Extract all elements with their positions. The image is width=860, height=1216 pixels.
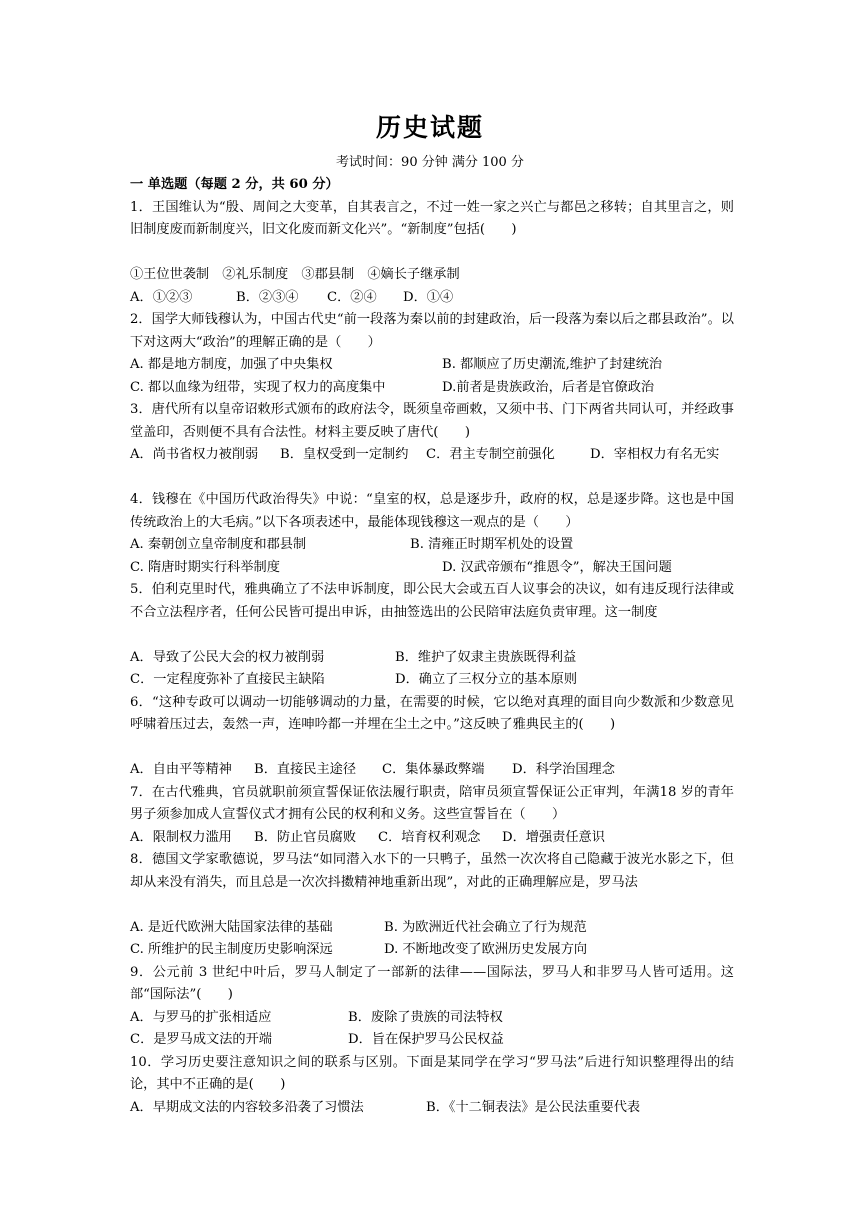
exam-info: 考试时间：90 分钟 满分 100 分 (336, 155, 524, 170)
question-5-options (130, 647, 734, 670)
question-6-stem: 6．“这种专政可以调动一切能够调动的力量，在需要的时候，它以绝对真理的面目向少数派和少数意见呼啸着压过去，轰然一声，连呻吟都一并埋在尘土之中。”这反映了雅典民主的( ) (130, 694, 734, 732)
option-c[interactable]: C．一定程度弥补了直接民主缺陷 (130, 672, 325, 687)
option-a[interactable]: A. 都是地方制度，加强了中央集权 (130, 357, 333, 372)
question-5-stem: 5．伯利克里时代，雅典确立了不法申诉制度，即公民大会或五百人议事会的决议，如有违反现行法律或不合立法程序者，任何公民皆可提出申诉，由抽签选出的公民陪审法庭负责审理。这一制度 (130, 582, 734, 620)
option-a[interactable]: A. 秦朝创立皇帝制度和郡县制 (130, 537, 307, 552)
option-a[interactable]: A．导致了公民大会的权力被削弱 (130, 649, 325, 665)
question-8-stem: 8．德国文学家歌德说，罗马法“如同潜入水下的一只鸭子，虽然一次次将自己隐藏于波光水影之下，但却从来没有消失，而且总是一次次抖擞精神地重新出现”，对此的正确理解应是，罗马法 (130, 852, 734, 890)
option-b[interactable]: B．废除了贵族的司法特权 (348, 1009, 503, 1025)
question-10-stem: 10．学习历史要注意知识之间的联系与区别。下面是某同学在学习“罗马法”后进行知识整理得出的结论，其中不正确的是( ) (130, 1054, 734, 1092)
question-list (130, 174, 734, 1119)
option-d[interactable]: D．旨在保护罗马公民权益 (348, 1032, 504, 1047)
option-b[interactable]: B．维护了奴隶主贵族既得利益 (395, 649, 577, 665)
option-b[interactable]: B．皇权受到一定制约 (280, 447, 409, 462)
question-4-options-row2 (130, 557, 734, 580)
question-9-stem: 9．公元前 3 世纪中叶后，罗马人制定了一部新的法律——国际法，罗马人和非罗马人皆可适用。这部“国际法”( ) (130, 964, 734, 1002)
question-10-options (130, 1097, 734, 1120)
question-9-options-row2 (130, 1029, 734, 1052)
option-d[interactable]: D．增强责任意识 (502, 829, 605, 845)
option-c[interactable]: C．②④ (327, 289, 377, 305)
question-2-stem: 2．国学大师钱穆认为，中国古代史“前一段落为秦以前的封建政治，后一段落为秦以后之郡县政治”。以下对这两大“政治”的理解正确的是（ ） (130, 312, 734, 350)
section-heading: 一 单选题（每题 2 分，共 60 分） (130, 177, 339, 192)
question-7-stem: 7．在古代雅典，官员就职前须宣誓保证依法履行职责，陪审员须宣誓保证公正审判，年满18 岁的青年男子须参加成人宣誓仪式才拥有公民的权利和义务。这些宣誓旨在（ ） (130, 784, 734, 822)
option-b[interactable]: B. 清雍正时期军机处的设置 (410, 537, 574, 552)
question-5-options-row2 (130, 669, 734, 692)
question-3-options (130, 444, 734, 489)
option-c[interactable]: C．集体暴政弊端 (382, 762, 485, 777)
option-a[interactable]: A．①②③ (130, 289, 193, 305)
option-c[interactable]: C. 都以血缘为纽带，实现了权力的高度集中 (130, 379, 386, 395)
option-d[interactable]: D.前者是贵族政治，后者是官僚政治 (442, 379, 655, 395)
question-4-options (130, 534, 734, 557)
option-c[interactable]: C．培育权利观念 (378, 829, 481, 845)
option-a[interactable]: A．与罗马的扩张相适应 (130, 1009, 272, 1025)
question-6-options (130, 759, 734, 782)
page-title: 历史试题 (375, 113, 484, 142)
option-b[interactable]: B．《十二铜表法》是公民法重要代表 (426, 1099, 641, 1115)
option-b[interactable]: B．防止官员腐败 (254, 829, 357, 845)
option-d[interactable]: D. 不断地改变了欧洲历史发展方向 (384, 942, 588, 957)
option-a[interactable]: A．限制权力滥用 (130, 829, 232, 845)
option-c[interactable]: C．君主专制空前强化 (426, 447, 555, 462)
option-d[interactable]: D．宰相权力有名无实 (590, 447, 720, 462)
option-b[interactable]: B. 为欧洲近代社会确立了行为规范 (384, 919, 587, 935)
option-d[interactable]: D．确立了三权分立的基本原则 (395, 672, 578, 687)
option-a[interactable]: A. 是近代欧洲大陆国家法律的基础 (130, 919, 333, 935)
question-1-extra: ①王位世袭制 ②礼乐制度 ③郡县制 ④嫡长子继承制 (130, 267, 460, 282)
question-1-options (130, 287, 734, 310)
option-c[interactable]: C. 所维护的民主制度历史影响深远 (130, 942, 333, 957)
option-d[interactable]: D．①④ (403, 289, 454, 305)
question-2-options (130, 354, 734, 377)
question-2-options-row2 (130, 377, 734, 400)
option-a[interactable]: A．自由平等精神 (130, 762, 232, 777)
option-d[interactable]: D. 汉武帝颁布“推恩令”，解决王国问题 (442, 559, 672, 575)
question-8-options-row2 (130, 939, 734, 962)
question-1-stem: 1．王国维认为“殷、周间之大变革，自其表言之，不过一姓一家之兴亡与都邑之移转；自其里言之，则旧制度废而新制度兴，旧文化废而新文化兴”。“新制度”包括( ) (130, 199, 734, 237)
option-b[interactable]: B．②③④ (236, 289, 299, 305)
option-b[interactable]: B．直接民主途径 (254, 762, 357, 777)
question-3-stem: 3．唐代所有以皇帝诏敕形式颁布的政府法令，既须皇帝画敕，又须中书、门下两省共同认可，并经政事堂盖印，否则便不具有合法性。材料主要反映了唐代( ) (130, 402, 734, 440)
question-8-options (130, 917, 734, 940)
question-9-options (130, 1007, 734, 1030)
option-a[interactable]: A．尚书省权力被削弱 (130, 447, 259, 462)
option-a[interactable]: A．早期成文法的内容较多沿袭了习惯法 (130, 1099, 364, 1115)
question-7-options (130, 827, 734, 850)
option-d[interactable]: D．科学治国理念 (512, 762, 615, 777)
option-c[interactable]: C．是罗马成文法的开端 (130, 1032, 272, 1047)
option-c[interactable]: C. 隋唐时期实行科举制度 (130, 559, 280, 575)
question-4-stem: 4．钱穆在《中国历代政治得失》中说：“皇室的权，总是逐步升，政府的权，总是逐步降。这也是中国传统政治上的大毛病。”以下各项表述中，最能体现钱穆这一观点的是（ ） (130, 492, 734, 530)
option-b[interactable]: B. 都顺应了历史潮流,维护了封建统治 (442, 357, 663, 372)
